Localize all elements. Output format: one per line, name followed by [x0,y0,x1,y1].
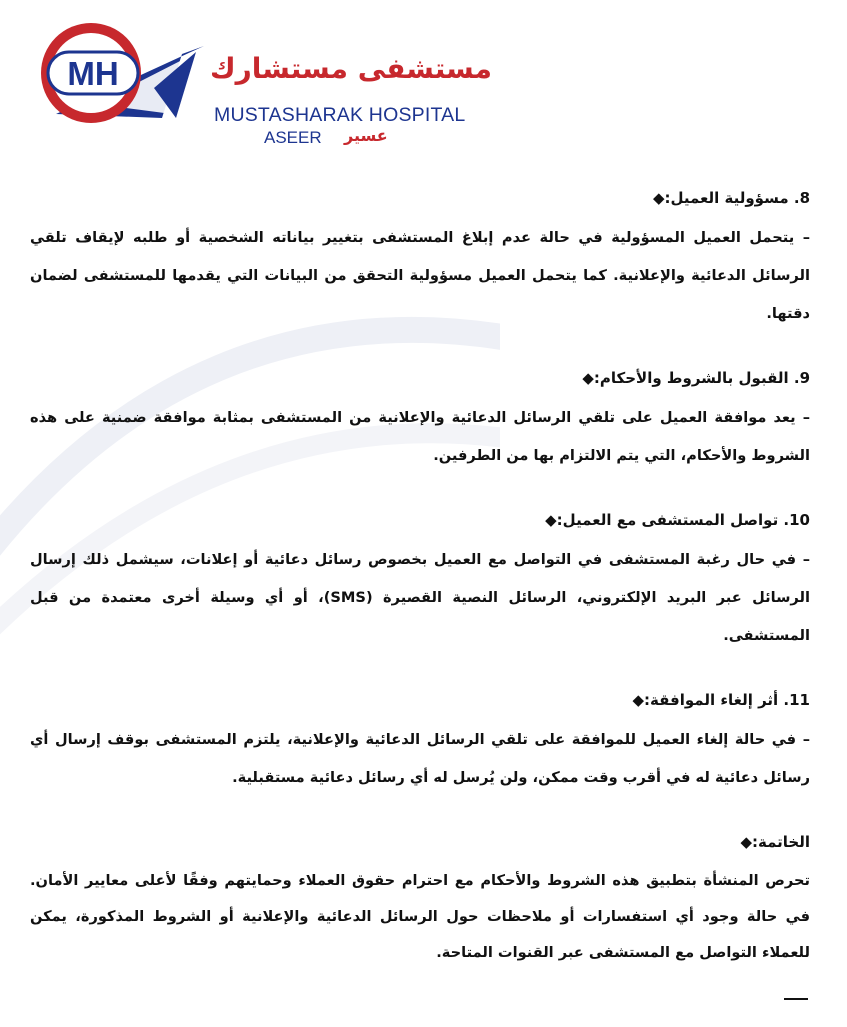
section-paragraph: – في حال رغبة المستشفى في التواصل مع العميل بخصوص رسائل دعائية أو إعلانات، سيشمل ذلك إرسال الرسائل عبر البريد الإلكتروني، الرسائل النصية القصيرة (SMS)، أو أي وسيلة أخرى معتمدة من قبل المستشفى. [30,551,810,644]
hospital-name-arabic: مستشفى مستشارك [209,52,492,85]
section-paragraph: تحرص المنشأة بتطبيق هذه الشروط والأحكام مع احترام حقوق العملاء وحمايتهم وفقًا لأعلى معايير الأمان. في حالة وجود أي استفسارات أو ملاحظات حول الرسائل الدعائية والإعلانية أو الشروط المذكورة، يمكن للعملاء التواصل مع المستشفى عبر القنوات المتاحة. [30,872,810,961]
logo-initials: MH [67,55,119,92]
section-hospital-communication [30,507,810,655]
section-paragraph: – يتحمل العميل المسؤولية في حالة عدم إبلاغ المستشفى بتغيير بياناته الشخصية أو طلبه لإيقاف تلقي الرسائل الدعائية والإعلانية. كما يتحمل العميل مسؤولية التحقق من البيانات التي يقدمها للمستشفى لضمان دقتها. [30,229,810,322]
section-heading: 8. مسؤولية العميل:◆ [652,189,810,207]
hospital-name-english: MUSTASHARAK HOSPITAL [214,104,466,126]
section-heading: 10. تواصل المستشفى مع العميل:◆ [545,511,810,529]
section-paragraph: – يعد موافقة العميل على تلقي الرسائل الدعائية والإعلانية من المستشفى بمثابة موافقة ضمنية على هذه الشروط والأحكام، التي يتم الالتزام بها من الطرفين. [30,409,810,464]
location-english: ASEER [264,128,322,147]
section-acceptance-of-terms [30,365,810,475]
hospital-logo [36,18,492,147]
hospital-logo-mark [36,18,211,138]
terms-content [30,185,810,1003]
section-paragraph: – في حالة إلغاء العميل للموافقة على تلقي الرسائل الدعائية والإعلانية، يلتزم المستشفى بوقف إرسال أي رسائل دعائية له في أقرب وقت ممكن، ولن يُرسل له أي رسائل دعائية مستقبلية. [30,731,810,786]
section-consent-withdrawal [30,687,810,797]
end-dash-divider [784,998,808,1000]
location-arabic: عسير [344,126,388,145]
section-heading: 9. القبول بالشروط والأحكام:◆ [582,369,810,387]
section-conclusion [30,829,810,971]
section-heading: الخاتمة:◆ [740,833,810,851]
section-heading: 11. أثر إلغاء الموافقة:◆ [632,691,810,709]
section-customer-responsibility [30,185,810,333]
